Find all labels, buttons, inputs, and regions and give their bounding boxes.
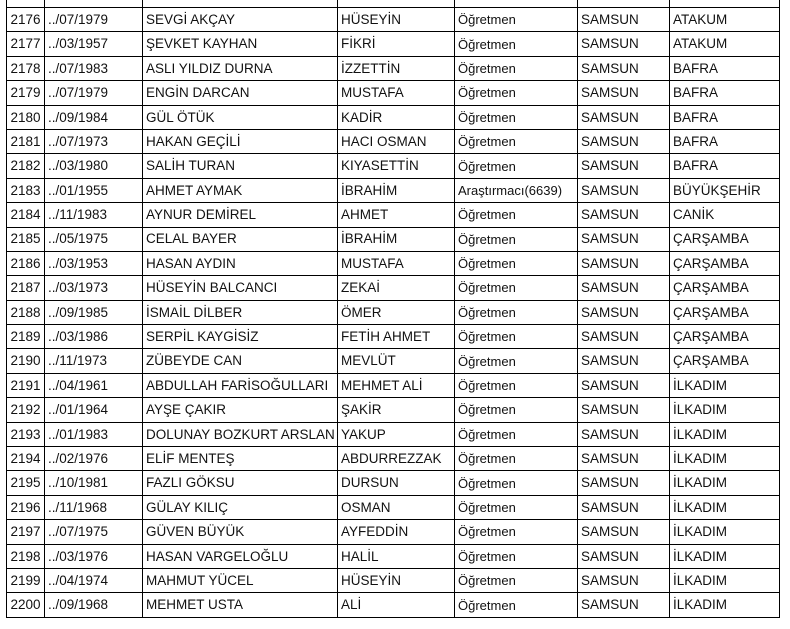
district-cell: ÇARŞAMBA	[670, 300, 780, 324]
birth-date-cell: ../01/1955	[45, 178, 143, 202]
father-name-cell: AYFEDDİN	[338, 520, 455, 544]
job-title-cell: Öğretmen	[455, 398, 578, 422]
row-number-cell: 2188	[7, 300, 45, 324]
province-cell: SAMSUN	[578, 447, 670, 471]
row-number-cell: 2178	[7, 56, 45, 80]
full-name-cell: GÜVEN BÜYÜK	[143, 520, 338, 544]
row-number-cell: 2180	[7, 105, 45, 129]
district-cell: BAFRA	[670, 105, 780, 129]
row-number-cell: 2189	[7, 325, 45, 349]
job-title-cell: Öğretmen	[455, 81, 578, 105]
full-name-cell: ENGİN DARCAN	[143, 81, 338, 105]
birth-date-cell: ../09/1968	[45, 593, 143, 617]
father-name-cell: MUSTAFA	[338, 81, 455, 105]
row-number-cell: 2192	[7, 398, 45, 422]
father-name-cell: İBRAHİM	[338, 227, 455, 251]
province-cell: SAMSUN	[578, 325, 670, 349]
father-name-cell: HACI OSMAN	[338, 129, 455, 153]
district-cell: İLKADIM	[670, 447, 780, 471]
birth-date-cell: ../09/1984	[45, 105, 143, 129]
father-name-cell: ÖMER	[338, 300, 455, 324]
father-name-cell: AHMET	[338, 203, 455, 227]
table-row	[7, 349, 780, 373]
row-number-cell: 2181	[7, 129, 45, 153]
table-row	[7, 325, 780, 349]
district-cell: İLKADIM	[670, 520, 780, 544]
job-title-cell: Öğretmen	[455, 495, 578, 519]
table-row	[7, 544, 780, 568]
birth-date-cell: ../01/1964	[45, 398, 143, 422]
birth-date-cell: ../11/1968	[45, 495, 143, 519]
cell-cut	[338, 0, 455, 8]
district-cell: ÇARŞAMBA	[670, 325, 780, 349]
job-title-cell: Öğretmen	[455, 56, 578, 80]
father-name-cell: ZEKAİ	[338, 276, 455, 300]
birth-date-cell: ../07/1975	[45, 520, 143, 544]
table-row	[7, 203, 780, 227]
job-title-cell: Öğretmen	[455, 203, 578, 227]
full-name-cell: SALİH TURAN	[143, 154, 338, 178]
birth-date-cell: ../01/1983	[45, 422, 143, 446]
full-name-cell: ŞEVKET KAYHAN	[143, 32, 338, 56]
birth-date-cell: ../09/1985	[45, 300, 143, 324]
row-number-cell: 2193	[7, 422, 45, 446]
district-cell: ÇARŞAMBA	[670, 227, 780, 251]
row-number-cell: 2184	[7, 203, 45, 227]
province-cell: SAMSUN	[578, 8, 670, 32]
table-row	[7, 373, 780, 397]
row-number-cell: 2185	[7, 227, 45, 251]
full-name-cell: İSMAİL DİLBER	[143, 300, 338, 324]
full-name-cell: HASAN AYDIN	[143, 251, 338, 275]
district-cell: BAFRA	[670, 154, 780, 178]
district-cell: ÇARŞAMBA	[670, 349, 780, 373]
job-title-cell: Öğretmen	[455, 32, 578, 56]
records-table	[6, 0, 780, 618]
province-cell: SAMSUN	[578, 154, 670, 178]
district-cell: CANİK	[670, 203, 780, 227]
birth-date-cell: ../05/1975	[45, 227, 143, 251]
row-number-cell: 2187	[7, 276, 45, 300]
table-row	[7, 251, 780, 275]
table-row	[7, 227, 780, 251]
row-number-cell: 2194	[7, 447, 45, 471]
job-title-cell: Öğretmen	[455, 593, 578, 617]
district-cell: İLKADIM	[670, 568, 780, 592]
full-name-cell: AYNUR DEMİREL	[143, 203, 338, 227]
table-row	[7, 447, 780, 471]
district-cell: ÇARŞAMBA	[670, 251, 780, 275]
table-row	[7, 32, 780, 56]
province-cell: SAMSUN	[578, 593, 670, 617]
full-name-cell: MAHMUT YÜCEL	[143, 568, 338, 592]
cell-cut	[7, 0, 45, 8]
job-title-cell: Araştırmacı(6639)	[455, 178, 578, 202]
full-name-cell: ABDULLAH FARİSOĞULLARI	[143, 373, 338, 397]
birth-date-cell: ../03/1976	[45, 544, 143, 568]
province-cell: SAMSUN	[578, 568, 670, 592]
birth-date-cell: ../03/1953	[45, 251, 143, 275]
table-row-cut	[7, 0, 780, 8]
province-cell: SAMSUN	[578, 544, 670, 568]
province-cell: SAMSUN	[578, 300, 670, 324]
full-name-cell: SEVGİ AKÇAY	[143, 8, 338, 32]
cell-cut	[455, 0, 578, 8]
birth-date-cell: ../04/1974	[45, 568, 143, 592]
birth-date-cell: ../04/1961	[45, 373, 143, 397]
father-name-cell: MEVLÜT	[338, 349, 455, 373]
table-row	[7, 276, 780, 300]
district-cell: İLKADIM	[670, 544, 780, 568]
table-row	[7, 105, 780, 129]
job-title-cell: Öğretmen	[455, 349, 578, 373]
job-title-cell: Öğretmen	[455, 300, 578, 324]
birth-date-cell: ../10/1981	[45, 471, 143, 495]
district-cell: İLKADIM	[670, 422, 780, 446]
province-cell: SAMSUN	[578, 32, 670, 56]
district-cell: BÜYÜKŞEHİR	[670, 178, 780, 202]
full-name-cell: MEHMET USTA	[143, 593, 338, 617]
cell-cut	[670, 0, 780, 8]
province-cell: SAMSUN	[578, 105, 670, 129]
birth-date-cell: ../03/1980	[45, 154, 143, 178]
father-name-cell: İBRAHİM	[338, 178, 455, 202]
full-name-cell: AHMET AYMAK	[143, 178, 338, 202]
table-row	[7, 422, 780, 446]
full-name-cell: ASLI YILDIZ DURNA	[143, 56, 338, 80]
district-cell: İLKADIM	[670, 373, 780, 397]
row-number-cell: 2199	[7, 568, 45, 592]
table-row	[7, 56, 780, 80]
row-number-cell: 2177	[7, 32, 45, 56]
father-name-cell: FİKRİ	[338, 32, 455, 56]
row-number-cell: 2196	[7, 495, 45, 519]
father-name-cell: ŞAKİR	[338, 398, 455, 422]
district-cell: BAFRA	[670, 56, 780, 80]
father-name-cell: KADİR	[338, 105, 455, 129]
job-title-cell: Öğretmen	[455, 227, 578, 251]
province-cell: SAMSUN	[578, 276, 670, 300]
job-title-cell: Öğretmen	[455, 129, 578, 153]
job-title-cell: Öğretmen	[455, 544, 578, 568]
full-name-cell: HASAN VARGELOĞLU	[143, 544, 338, 568]
district-cell: İLKADIM	[670, 471, 780, 495]
job-title-cell: Öğretmen	[455, 447, 578, 471]
job-title-cell: Öğretmen	[455, 568, 578, 592]
full-name-cell: HÜSEYİN BALCANCI	[143, 276, 338, 300]
row-number-cell: 2198	[7, 544, 45, 568]
full-name-cell: DOLUNAY BOZKURT ARSLAN	[143, 422, 338, 446]
row-number-cell: 2183	[7, 178, 45, 202]
father-name-cell: FETİH AHMET	[338, 325, 455, 349]
district-cell: BAFRA	[670, 81, 780, 105]
row-number-cell: 2176	[7, 8, 45, 32]
father-name-cell: HÜSEYİN	[338, 568, 455, 592]
row-number-cell: 2179	[7, 81, 45, 105]
job-title-cell: Öğretmen	[455, 471, 578, 495]
job-title-cell: Öğretmen	[455, 325, 578, 349]
full-name-cell: SERPİL KAYGİSİZ	[143, 325, 338, 349]
row-number-cell: 2197	[7, 520, 45, 544]
table-row	[7, 471, 780, 495]
province-cell: SAMSUN	[578, 129, 670, 153]
row-number-cell: 2182	[7, 154, 45, 178]
table-row	[7, 520, 780, 544]
father-name-cell: ALİ	[338, 593, 455, 617]
job-title-cell: Öğretmen	[455, 276, 578, 300]
row-number-cell: 2200	[7, 593, 45, 617]
job-title-cell: Öğretmen	[455, 251, 578, 275]
birth-date-cell: ../03/1957	[45, 32, 143, 56]
father-name-cell: OSMAN	[338, 495, 455, 519]
cell-cut	[578, 0, 670, 8]
job-title-cell: Öğretmen	[455, 422, 578, 446]
father-name-cell: İZZETTİN	[338, 56, 455, 80]
table-row	[7, 154, 780, 178]
father-name-cell: YAKUP	[338, 422, 455, 446]
records-table-body	[7, 0, 780, 617]
job-title-cell: Öğretmen	[455, 373, 578, 397]
job-title-cell: Öğretmen	[455, 105, 578, 129]
birth-date-cell: ../07/1973	[45, 129, 143, 153]
full-name-cell: CELAL BAYER	[143, 227, 338, 251]
province-cell: SAMSUN	[578, 520, 670, 544]
district-cell: ÇARŞAMBA	[670, 276, 780, 300]
province-cell: SAMSUN	[578, 349, 670, 373]
birth-date-cell: ../03/1986	[45, 325, 143, 349]
district-cell: İLKADIM	[670, 398, 780, 422]
cell-cut	[143, 0, 338, 8]
father-name-cell: ABDURREZZAK	[338, 447, 455, 471]
province-cell: SAMSUN	[578, 178, 670, 202]
province-cell: SAMSUN	[578, 422, 670, 446]
province-cell: SAMSUN	[578, 203, 670, 227]
row-number-cell: 2195	[7, 471, 45, 495]
birth-date-cell: ../03/1973	[45, 276, 143, 300]
row-number-cell: 2191	[7, 373, 45, 397]
full-name-cell: AYŞE ÇAKIR	[143, 398, 338, 422]
full-name-cell: FAZLI GÖKSU	[143, 471, 338, 495]
row-number-cell: 2186	[7, 251, 45, 275]
full-name-cell: ELİF MENTEŞ	[143, 447, 338, 471]
full-name-cell: GÜL ÖTÜK	[143, 105, 338, 129]
birth-date-cell: ../07/1979	[45, 81, 143, 105]
full-name-cell: HAKAN GEÇİLİ	[143, 129, 338, 153]
full-name-cell: GÜLAY KILIÇ	[143, 495, 338, 519]
cell-cut	[45, 0, 143, 8]
province-cell: SAMSUN	[578, 227, 670, 251]
district-cell: İLKADIM	[670, 593, 780, 617]
province-cell: SAMSUN	[578, 251, 670, 275]
district-cell: ATAKUM	[670, 32, 780, 56]
table-row	[7, 300, 780, 324]
table-row	[7, 178, 780, 202]
birth-date-cell: ../07/1979	[45, 8, 143, 32]
job-title-cell: Öğretmen	[455, 154, 578, 178]
birth-date-cell: ../11/1983	[45, 203, 143, 227]
district-cell: BAFRA	[670, 129, 780, 153]
district-cell: İLKADIM	[670, 495, 780, 519]
table-row	[7, 593, 780, 617]
province-cell: SAMSUN	[578, 495, 670, 519]
table-row	[7, 398, 780, 422]
table-row	[7, 495, 780, 519]
province-cell: SAMSUN	[578, 373, 670, 397]
province-cell: SAMSUN	[578, 56, 670, 80]
birth-date-cell: ../11/1973	[45, 349, 143, 373]
province-cell: SAMSUN	[578, 398, 670, 422]
row-number-cell: 2190	[7, 349, 45, 373]
province-cell: SAMSUN	[578, 81, 670, 105]
father-name-cell: MEHMET ALİ	[338, 373, 455, 397]
father-name-cell: MUSTAFA	[338, 251, 455, 275]
father-name-cell: KIYASETTİN	[338, 154, 455, 178]
full-name-cell: ZÜBEYDE CAN	[143, 349, 338, 373]
table-row	[7, 568, 780, 592]
job-title-cell: Öğretmen	[455, 8, 578, 32]
table-row	[7, 8, 780, 32]
province-cell: SAMSUN	[578, 471, 670, 495]
father-name-cell: DURSUN	[338, 471, 455, 495]
job-title-cell: Öğretmen	[455, 520, 578, 544]
father-name-cell: HALİL	[338, 544, 455, 568]
table-row	[7, 129, 780, 153]
district-cell: ATAKUM	[670, 8, 780, 32]
birth-date-cell: ../07/1983	[45, 56, 143, 80]
father-name-cell: HÜSEYİN	[338, 8, 455, 32]
birth-date-cell: ../02/1976	[45, 447, 143, 471]
table-row	[7, 81, 780, 105]
